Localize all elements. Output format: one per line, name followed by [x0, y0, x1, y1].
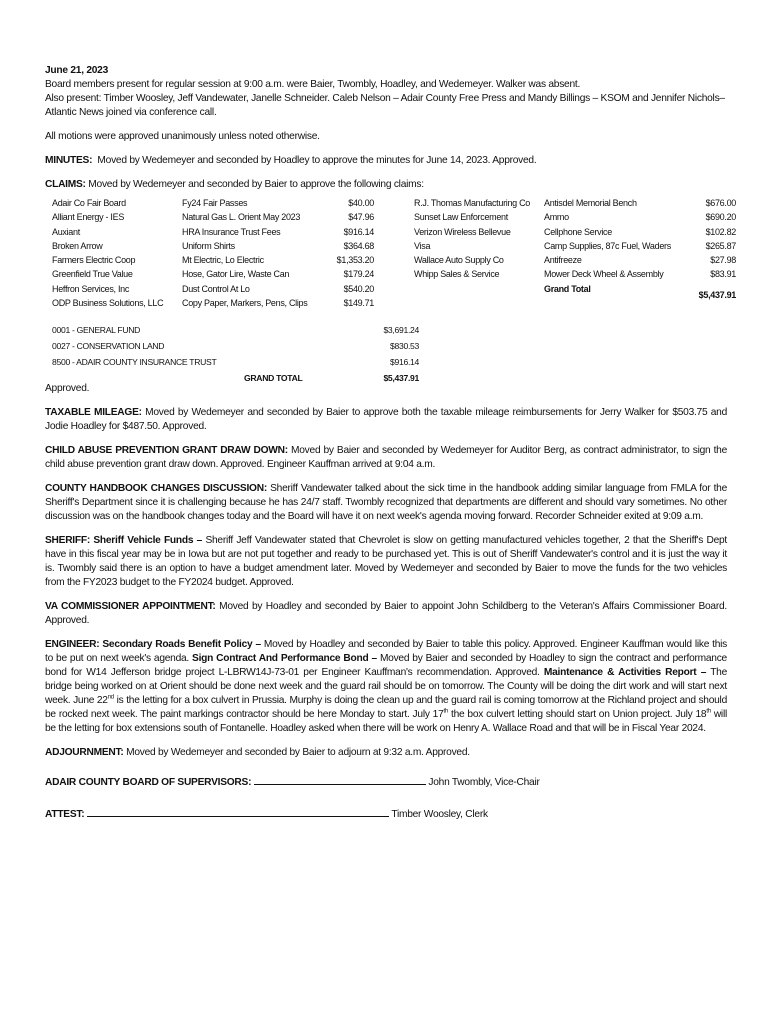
taxable-mileage-text: Moved by Wedemeyer and seconded by Baier to approve both the taxable mileage reimbursements for Jerry Walker for $503.75 and Jodie Hoadley for $487.50. Approved.: [45, 407, 728, 432]
attendance-line: Board members present for regular session at 9:00 a.m. were Baier, Twombly, Hoadley, and Wedemeyer. Walker was absent.: [45, 79, 581, 90]
claim-vendor: Greenfield True Value: [52, 269, 133, 280]
attest-signature: [45, 806, 727, 822]
claim-vendor: Broken Arrow: [52, 240, 103, 251]
claim-vendor: Alliant Energy - IES: [52, 212, 125, 223]
claim-desc: Camp Supplies, 87c Fuel, Waders: [544, 240, 671, 251]
claims-left-amounts: [313, 196, 374, 310]
claim-vendor: Heffron Services, Inc: [52, 283, 130, 294]
fund-summary: [45, 322, 727, 388]
child-abuse-heading: CHILD ABUSE PREVENTION GRANT DRAW DOWN:: [45, 445, 288, 456]
claim-desc: Hose, Gator Lire, Waste Can: [182, 269, 290, 280]
maintenance-heading: Maintenance & Activities Report –: [543, 667, 707, 678]
claim-amount: $265.87: [705, 240, 736, 251]
handbook-section: [45, 482, 727, 524]
contract-bond-heading: Sign Contract And Performance Bond –: [192, 653, 377, 664]
va-text: Moved by Hoadley and seconded by Baier to appoint John Schildberg to the Veteran's Affairs Commissioner Board. Approved.: [45, 601, 727, 626]
handbook-text: Sheriff Vandewater talked about the sick time in the handbook adding similar language from FMLA for the Sheriff's Department since it is challenging because he has 24/7 staff. Twombly recognized that departments are different and should vary sometimes. No other discussion was on the handbook changes today and the Board will have it on next week's agenda moving forward. Recorder Schneider exited at 9:09 a.m.: [45, 483, 727, 522]
claim-vendor: Verizon Wireless Bellevue: [414, 226, 511, 237]
engineer-heading: ENGINEER: Secondary Roads Benefit Policy –: [45, 639, 261, 650]
claim-vendor: Farmers Electric Coop: [52, 255, 136, 266]
motions-note: All motions were approved unanimously unless noted otherwise.: [45, 131, 320, 142]
engineer-section: [45, 638, 727, 736]
claim-amount: $83.91: [710, 269, 736, 280]
claim-amount: $676.00: [705, 198, 736, 208]
adjournment-text: Moved by Wedemeyer and seconded by Baier to adjourn at 9:32 a.m. Approved.: [126, 747, 470, 758]
claims-approved: Approved.: [45, 383, 90, 394]
engineer-text-3a: The bridge being worked on at Orient should be done next week and the guard rail should be on tomorrow. The County will be doing the dirt work and will start next week. June 22: [45, 667, 728, 706]
minutes-heading: MINUTES:: [45, 155, 93, 166]
claim-vendor: Auxiant: [52, 226, 80, 237]
claim-vendor: Adair Co Fair Board: [52, 198, 126, 208]
claim-amount: $47.96: [348, 212, 374, 223]
claim-amount: $690.20: [705, 212, 736, 223]
claim-vendor: ODP Business Solutions, LLC: [52, 298, 164, 309]
claim-desc: Mower Deck Wheel & Assembly: [544, 269, 664, 280]
fund-name: 0027 - CONSERVATION LAND: [52, 341, 165, 351]
adjournment-section: [45, 746, 727, 760]
board-signature-label: ADAIR COUNTY BOARD OF SUPERVISORS:: [45, 777, 252, 788]
claim-vendor: R.J. Thomas Manufacturing Co: [414, 198, 530, 208]
meeting-date: June 21, 2023: [45, 65, 109, 76]
claim-desc: Antisdel Memorial Bench: [544, 198, 637, 208]
claim-amount: $540.20: [343, 283, 374, 294]
adjournment-heading: ADJOURNMENT:: [45, 747, 124, 758]
also-present-line: Also present: Timber Woosley, Jeff Vandewater, Janelle Schneider. Caleb Nelson – Adair County Free Press and Mandy Billings – KSOM and Jennifer Nichols– Atlantic News joined via conference call.: [45, 93, 725, 118]
claim-vendor: Sunset Law Enforcement: [414, 212, 508, 223]
ordinal-suffix: nd: [107, 694, 114, 701]
claim-desc: Fy24 Fair Passes: [182, 198, 248, 208]
claim-desc: HRA Insurance Trust Fees: [182, 226, 281, 237]
signature-line: [254, 774, 426, 785]
engineer-text-3b: is the letting for a box culvert in Prussia. Murphy is doing the clean up and the guard rail is coming tomorrow at the Richland project and should be rocked next week. The paint markings contractor should be here Monday to start. July 17: [45, 695, 727, 720]
claim-amount: $102.82: [705, 226, 736, 237]
claim-desc: Mt Electric, Lo Electric: [182, 255, 264, 266]
sheriff-section: [45, 534, 727, 590]
claims-table: [45, 196, 736, 316]
claim-desc: Natural Gas L. Orient May 2023: [182, 212, 301, 223]
sheriff-heading: SHERIFF: Sheriff Vehicle Funds –: [45, 535, 203, 546]
taxable-mileage-heading: TAXABLE MILEAGE:: [45, 407, 142, 418]
claims-left-descriptions: [182, 196, 307, 310]
engineer-text-2: Moved by Baier and seconded by Hoadley to sign the contract and performance bond for W14 Jefferson bridge project L-LBRW14J-73-01 per Engineer Kauffman's recommendation. Approved.: [45, 653, 727, 678]
claims-grand-total-label: Grand Total: [544, 284, 591, 294]
attest-label: ATTEST:: [45, 809, 85, 820]
handbook-heading: COUNTY HANDBOOK CHANGES DISCUSSION:: [45, 483, 267, 494]
claim-desc: Uniform Shirts: [182, 240, 235, 251]
fund-amount: $3,691.24: [383, 325, 419, 335]
ordinal-suffix: th: [443, 708, 449, 715]
claim-desc: Dust Control At Lo: [182, 283, 250, 294]
attest-name: Timber Woosley, Clerk: [391, 809, 488, 820]
fund-name: 0001 - GENERAL FUND: [52, 325, 141, 335]
claims-right-vendors: [414, 196, 530, 282]
claim-desc: Copy Paper, Markers, Pens, Clips: [182, 298, 308, 309]
ordinal-suffix: th: [706, 708, 711, 715]
minutes-section: [45, 154, 727, 168]
claims-grand-total-amount: $5,437.91: [698, 290, 736, 300]
child-abuse-text: Moved by Baier and seconded by Wedemeyer for Auditor Berg, as contract administrator, to sign the child abuse prevention grant draw down. Approved. Engineer Kauffman arrived at 9:04 a.m.: [45, 445, 727, 470]
claims-right-descriptions: [544, 196, 671, 282]
claim-amount: $40.00: [348, 198, 374, 208]
claims-right-amounts: [665, 196, 736, 282]
claim-vendor: Visa: [414, 240, 431, 251]
claims-intro: [45, 178, 727, 192]
engineer-text-1: Moved by Hoadley and seconded by Baier to table this policy. Approved. Engineer Kauffman would like this to be put on next week's agenda.: [45, 639, 728, 664]
claim-vendor: Whipp Sales & Service: [414, 269, 500, 280]
claim-desc: Cellphone Service: [544, 226, 612, 237]
engineer-text-3c: the box culvert letting should start on Union project. July 18: [451, 709, 707, 720]
claims-text: Moved by Wedemeyer and seconded by Baier to approve the following claims:: [88, 179, 424, 190]
engineer-text-3d: will be the letting for box extensions south of Fontanelle. Hoadley asked when there will be work on Henry A. Wallace Road and that will be in Fiscal Year 2024.: [45, 709, 727, 734]
fund-grand-total-label: GRAND TOTAL: [244, 373, 303, 383]
claim-amount: $1,353.20: [336, 255, 374, 266]
va-section: [45, 600, 727, 628]
minutes-text: Moved by Wedemeyer and seconded by Hoadley to approve the minutes for June 14, 2023. Approved.: [97, 155, 537, 166]
fund-name: 8500 - ADAIR COUNTY INSURANCE TRUST: [52, 357, 217, 367]
board-signature: [45, 774, 727, 790]
taxable-mileage-section: [45, 406, 727, 434]
claim-desc: Ammo: [544, 212, 569, 223]
va-heading: VA COMMISSIONER APPOINTMENT:: [45, 601, 216, 612]
signature-line: [87, 806, 389, 817]
sheriff-text: Sheriff Jeff Vandewater stated that Chevrolet is slow on getting manufactured vehicles together, 2 that the Sheriff's Dept have in this fiscal year may be in Iowa but are not put together and ready to be purchased yet. This is out of Sheriff Vandewater's control and it is just the way it is. Twombly said there is an option to have a budget amendment later. Moved by Wedemeyer and seconded by Baier to move the funds for the two vehicles from the FY2023 budget to the FY2024 budget. Approved.: [45, 535, 727, 588]
fund-grand-total-amount: $5,437.91: [383, 373, 419, 383]
claim-desc: Antifreeze: [544, 255, 582, 266]
claims-left-vendors: [52, 196, 163, 310]
child-abuse-section: [45, 444, 727, 472]
claim-amount: $27.98: [710, 255, 736, 266]
fund-amount: $916.14: [390, 357, 419, 367]
minutes-document: [45, 64, 736, 832]
claim-vendor: Wallace Auto Supply Co: [414, 255, 504, 266]
board-signature-name: John Twombly, Vice-Chair: [428, 777, 540, 788]
claim-amount: $916.14: [343, 226, 374, 237]
claim-amount: $364.68: [343, 240, 374, 251]
fund-amount: $830.53: [390, 341, 419, 351]
claims-heading: CLAIMS:: [45, 179, 86, 190]
claim-amount: $149.71: [343, 298, 374, 309]
claim-amount: $179.24: [343, 269, 374, 280]
